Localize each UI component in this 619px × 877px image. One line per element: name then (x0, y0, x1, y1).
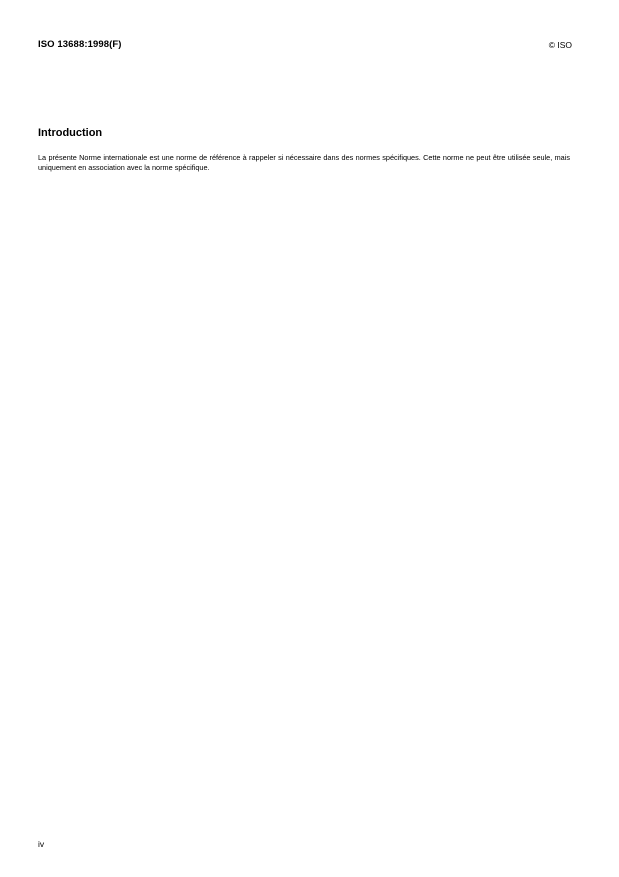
document-id: ISO 13688:1998(F) (38, 39, 122, 50)
copyright-notice: © ISO (548, 40, 572, 50)
section-title: Introduction (38, 127, 103, 139)
section-paragraph: La présente Norme internationale est une norme de référence à rappeler si nécessaire dans des normes spécifiques. Cette norme ne peut être utilisée seule, mais uniquement en association avec la norme spécifique. (38, 153, 570, 172)
page-number: iv (38, 839, 45, 849)
